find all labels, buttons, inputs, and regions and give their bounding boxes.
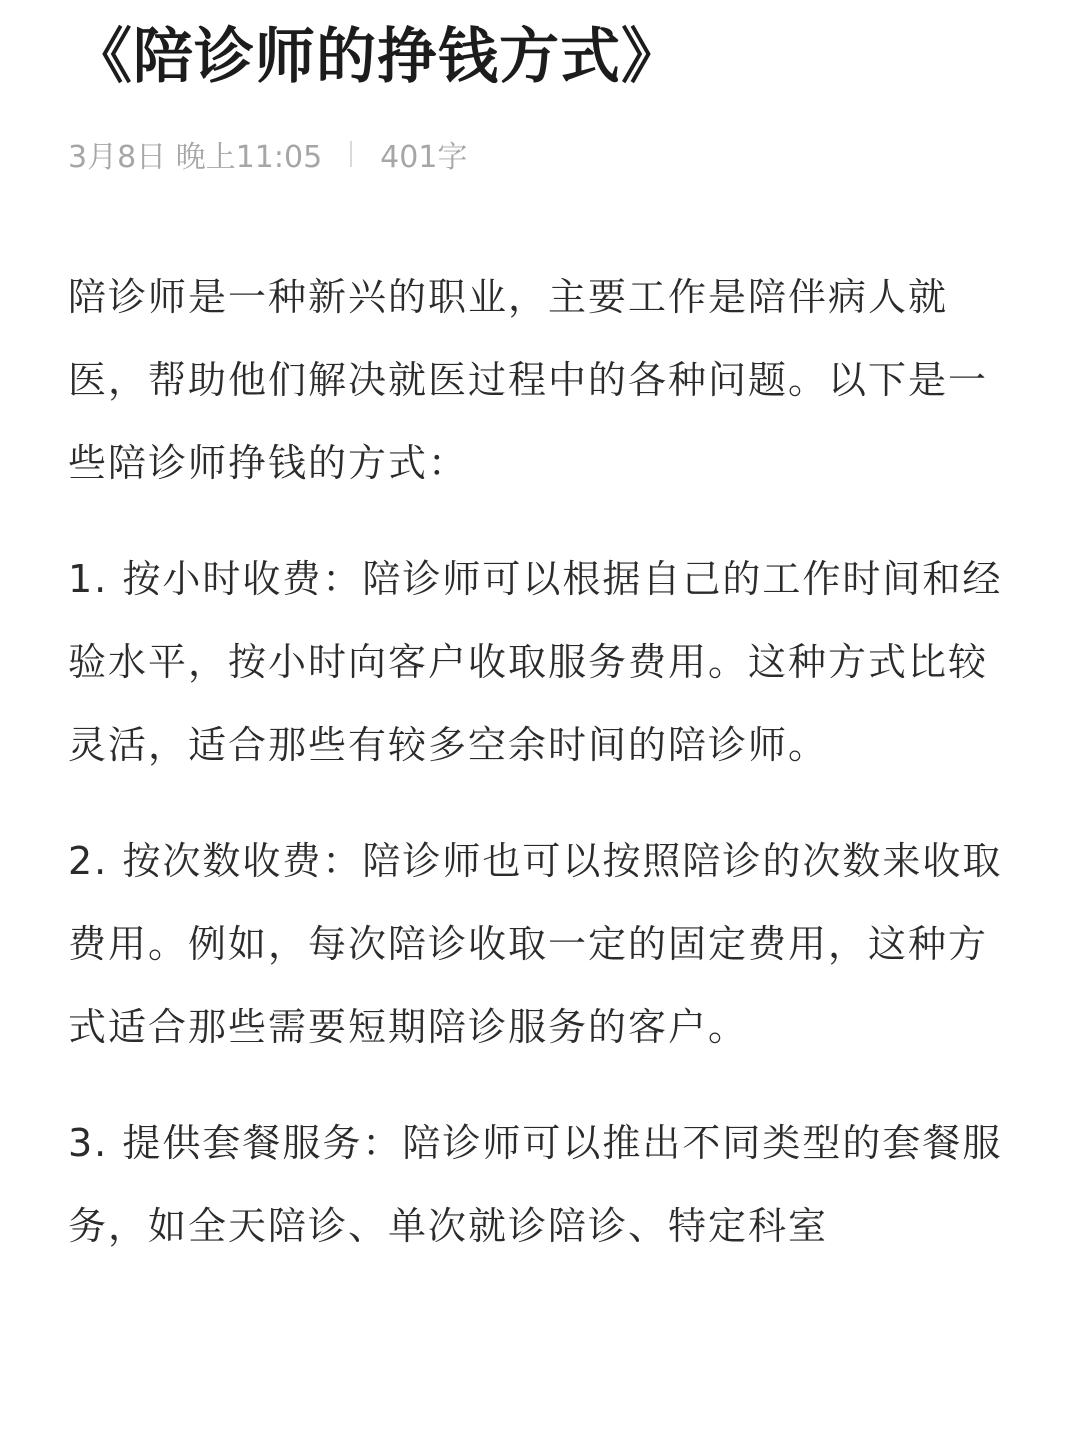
note-paragraph-intro[interactable]: 陪诊师是一种新兴的职业，主要工作是陪伴病人就医，帮助他们解决就医过程中的各种问题。以下是一些陪诊师挣钱的方式： [68,275,989,485]
note-body[interactable] [68,256,1020,1301]
meta-divider [350,141,352,167]
note-datetime: 3月8日 晚上11:05 [68,140,323,175]
note-word-count: 401字 [380,140,468,175]
note-paragraph-3[interactable]: 3. 提供套餐服务：陪诊师可以推出不同类型的套餐服务，如全天陪诊、单次就诊陪诊、特定科室 [68,1121,1003,1248]
note-paragraph-2[interactable]: 2. 按次数收费：陪诊师也可以按照陪诊的次数来收取费用。例如，每次陪诊收取一定的固定费用，这种方式适合那些需要短期陪诊服务的客户。 [68,839,1003,1049]
note-meta [68,134,467,174]
note-paragraph-1[interactable]: 1. 按小时收费：陪诊师可以根据自己的工作时间和经验水平，按小时向客户收取服务费用。这种方式比较灵活，适合那些有较多空余时间的陪诊师。 [68,557,1003,767]
note-title[interactable]: 《陪诊师的挣钱方式》 [72,22,682,92]
